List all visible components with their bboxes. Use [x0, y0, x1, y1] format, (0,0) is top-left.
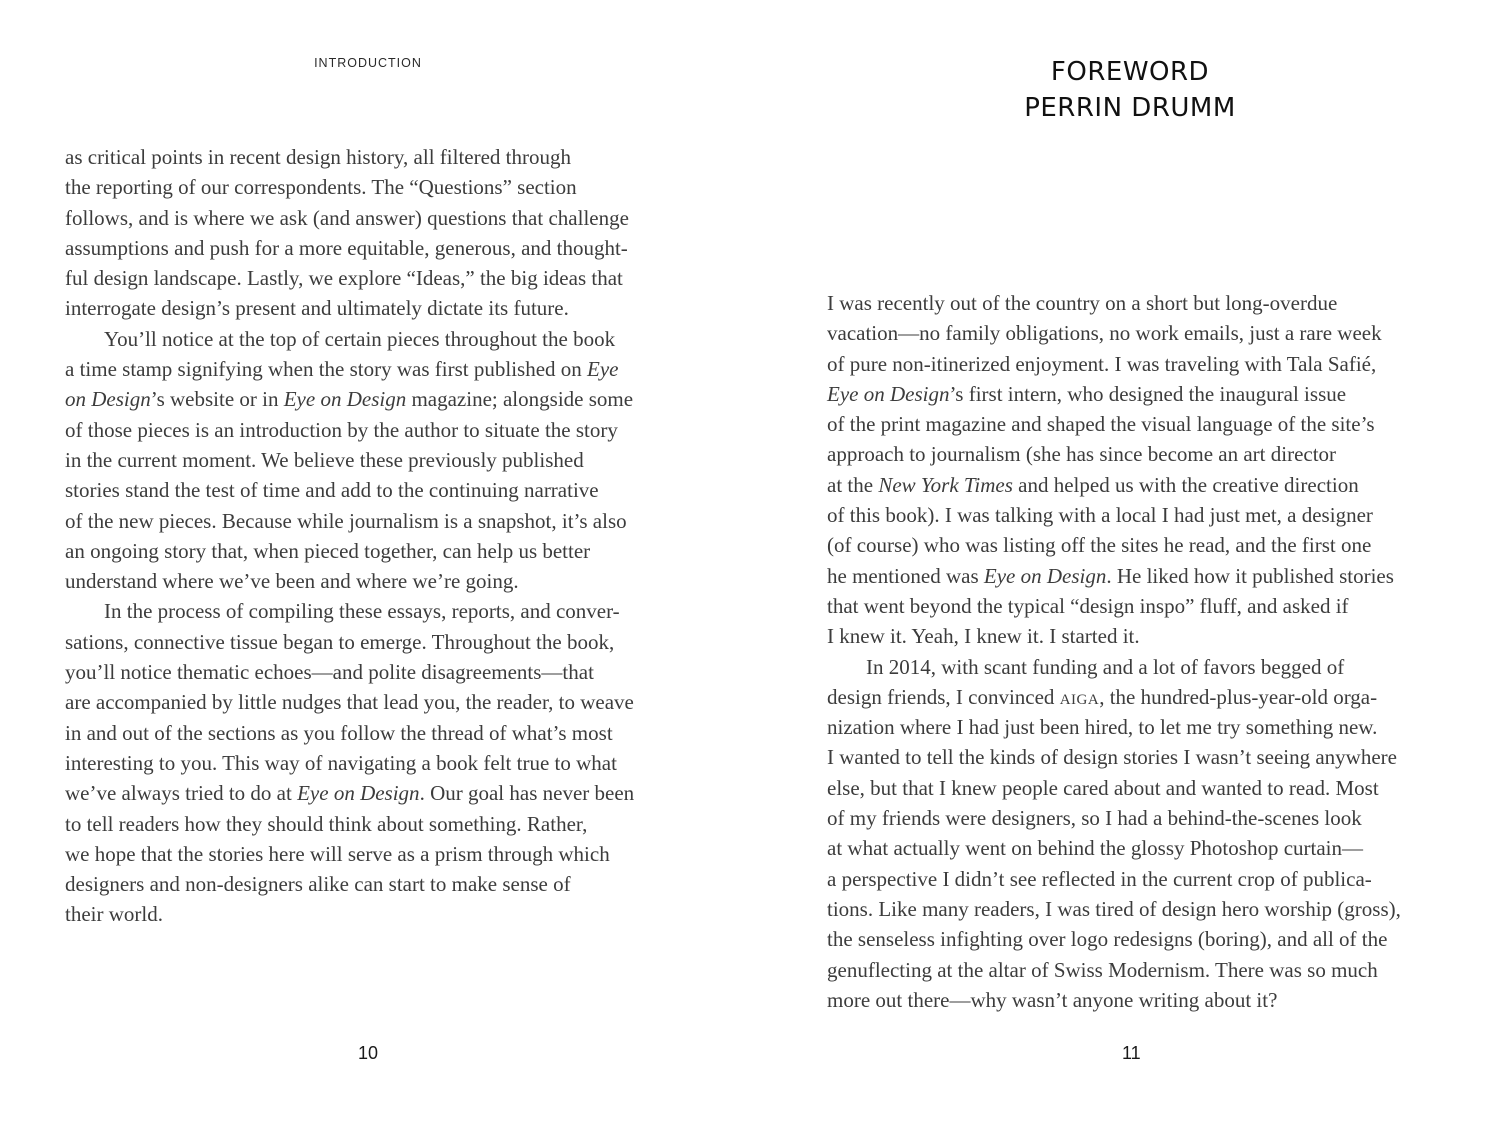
text-line	[827, 439, 1437, 469]
text-line	[827, 985, 1437, 1015]
text-segment: aiga	[1059, 684, 1100, 709]
text-line	[65, 809, 675, 839]
text-segment: , the hundred-plus-year-old orga-	[1099, 684, 1378, 709]
text-line	[65, 566, 675, 596]
text-segment: we hope that the stories here will serve as a prism through which	[65, 841, 610, 866]
text-line	[827, 652, 1437, 682]
text-segment: (of course) who was listing off the sites he read, and the first one	[827, 533, 1372, 558]
text-segment: assumptions and push for a more equitable, generous, and thought-	[65, 235, 628, 260]
text-line	[65, 293, 675, 323]
text-segment: In 2014, with scant funding and a lot of favors begged of	[866, 654, 1345, 679]
text-line	[827, 864, 1437, 894]
text-segment: we’ve always tried to do at	[65, 781, 298, 806]
text-line	[827, 894, 1437, 924]
text-segment: a perspective I didn’t see reflected in the current crop of publica-	[827, 866, 1372, 891]
text-line	[65, 657, 675, 687]
text-segment: ful design landscape. Lastly, we explore “Ideas,” the big ideas that	[65, 266, 623, 291]
text-line	[65, 899, 675, 929]
text-line	[65, 263, 675, 293]
text-segment: follows, and is where we ask (and answer) questions that challenge	[65, 205, 629, 230]
text-line	[827, 318, 1437, 348]
text-segment: understand where we’ve been and where we’re going.	[65, 569, 519, 594]
text-segment: in the current moment. We believe these previously published	[65, 447, 584, 472]
text-line	[65, 627, 675, 657]
page-number: 10	[358, 1043, 379, 1063]
text-segment: in and out of the sections as you follow the thread of what’s most	[65, 720, 613, 745]
text-segment: at the	[827, 472, 879, 497]
text-segment: I was recently out of the country on a short but long-overdue	[827, 291, 1338, 315]
text-segment: In the process of compiling these essays, reports, and conver-	[104, 599, 620, 624]
body-text	[827, 288, 1437, 1015]
text-segment: to tell readers how they should think about something. Rather,	[65, 811, 588, 836]
text-segment: you’ll notice thematic echoes—and polite disagreements—that	[65, 660, 594, 685]
text-segment: of this book). I was talking with a local I had just met, a designer	[827, 503, 1373, 528]
text-line	[827, 955, 1437, 985]
text-segment: the reporting of our correspondents. The “Questions” section	[65, 175, 577, 200]
text-line	[827, 349, 1437, 379]
text-line	[827, 742, 1437, 772]
text-line	[65, 687, 675, 717]
text-segment: . Our goal has never been	[419, 781, 635, 806]
text-line	[65, 142, 675, 172]
text-line	[827, 803, 1437, 833]
text-line	[65, 324, 675, 354]
text-segment: . He liked how it published stories	[1106, 563, 1394, 588]
text-segment: are accompanied by little nudges that lead you, the reader, to weave	[65, 690, 634, 715]
text-segment: else, but that I knew people cared about and wanted to read. Most	[827, 775, 1379, 800]
text-segment: designers and non-designers alike can start to make sense of	[65, 872, 571, 897]
chapter-title-line: FOREWORD	[1050, 57, 1210, 87]
text-line	[65, 445, 675, 475]
text-segment: and helped us with the creative direction	[1012, 472, 1359, 497]
text-segment: vacation—no family obligations, no work emails, just a rare week	[827, 321, 1382, 346]
text-line	[827, 682, 1437, 712]
text-line	[65, 475, 675, 505]
body-text	[65, 142, 675, 930]
text-line	[827, 561, 1437, 591]
italic-text: Eye on Design	[283, 387, 407, 412]
text-segment: genuflecting at the altar of Swiss Modernism. There was so much	[827, 957, 1378, 982]
text-line	[827, 712, 1437, 742]
italic-text: New York Times	[878, 472, 1013, 497]
text-segment: ’s first intern, who designed the inaugural issue	[949, 381, 1347, 406]
text-line	[827, 288, 1437, 318]
italic-text: Eye on Design	[983, 563, 1107, 588]
chapter-title	[750, 54, 1500, 126]
text-line	[65, 536, 675, 566]
text-segment: interesting to you. This way of navigating a book felt true to what	[65, 750, 617, 775]
italic-text: Eye on Design	[827, 381, 950, 406]
italic-text: Eye on Design	[297, 781, 420, 806]
text-segment: You’ll notice at the top of certain pieces throughout the book	[104, 326, 616, 351]
text-segment: he mentioned was	[827, 563, 984, 588]
text-line	[827, 409, 1437, 439]
text-segment: stories stand the test of time and add to the continuing narrative	[65, 478, 599, 503]
text-segment: of pure non-itinerized enjoyment. I was traveling with Tala Safié,	[827, 351, 1377, 376]
text-line	[65, 354, 675, 384]
text-segment: of those pieces is an introduction by the author to situate the story	[65, 417, 618, 442]
text-segment: nization where I had just been hired, to let me try something new.	[827, 715, 1378, 740]
italic-text: Eye	[587, 357, 619, 382]
text-segment: more out there—why wasn’t anyone writing about it?	[827, 987, 1278, 1012]
text-line	[65, 778, 675, 808]
right-page	[750, 0, 1500, 1123]
text-line	[827, 833, 1437, 863]
text-line	[827, 500, 1437, 530]
text-line	[827, 621, 1437, 651]
text-segment: a time stamp signifying when the story was first published on	[65, 357, 588, 382]
text-segment: ’s website or in	[150, 387, 284, 412]
text-segment: the senseless infighting over logo redesigns (boring), and all of the	[827, 927, 1388, 952]
text-line	[65, 384, 675, 414]
text-segment: of my friends were designers, so I had a behind-the-scenes look	[827, 806, 1362, 831]
text-line	[65, 203, 675, 233]
text-line	[65, 748, 675, 778]
text-segment: of the new pieces. Because while journalism is a snapshot, it’s also	[65, 508, 627, 533]
text-segment: approach to journalism (she has since become an art director	[827, 442, 1337, 467]
text-line	[827, 924, 1437, 954]
text-line	[65, 172, 675, 202]
text-segment: design friends, I convinced	[827, 684, 1060, 709]
running-head: INTRODUCTION	[314, 56, 422, 70]
text-segment: that went beyond the typical “design inspo” fluff, and asked if	[827, 593, 1349, 618]
italic-text: on Design	[65, 387, 151, 412]
text-line	[65, 718, 675, 748]
text-segment: interrogate design’s present and ultimately dictate its future.	[65, 296, 569, 321]
text-segment: their world.	[65, 902, 163, 927]
text-line	[65, 596, 675, 626]
text-segment: sations, connective tissue began to emerge. Throughout the book,	[65, 629, 615, 654]
text-segment: of the print magazine and shaped the visual language of the site’s	[827, 412, 1375, 437]
text-line	[827, 591, 1437, 621]
text-segment: I wanted to tell the kinds of design stories I wasn’t seeing anywhere	[827, 745, 1397, 770]
text-segment: as critical points in recent design history, all filtered through	[65, 145, 571, 169]
text-segment: I knew it. Yeah, I knew it. I started it.	[827, 624, 1140, 649]
text-line	[827, 470, 1437, 500]
text-line	[827, 530, 1437, 560]
text-line	[65, 839, 675, 869]
text-segment: at what actually went on behind the glossy Photoshop curtain—	[827, 836, 1363, 861]
page-number: 11	[1122, 1043, 1141, 1063]
text-segment: tions. Like many readers, I was tired of design hero worship (gross),	[827, 896, 1401, 921]
text-line	[65, 506, 675, 536]
chapter-author: PERRIN DRUMM	[1024, 93, 1236, 123]
text-segment: an ongoing story that, when pieced together, can help us better	[65, 538, 591, 563]
text-line	[65, 869, 675, 899]
text-line	[65, 233, 675, 263]
text-line	[827, 773, 1437, 803]
text-segment: magazine; alongside some	[406, 387, 634, 412]
text-line	[65, 415, 675, 445]
text-line	[827, 379, 1437, 409]
